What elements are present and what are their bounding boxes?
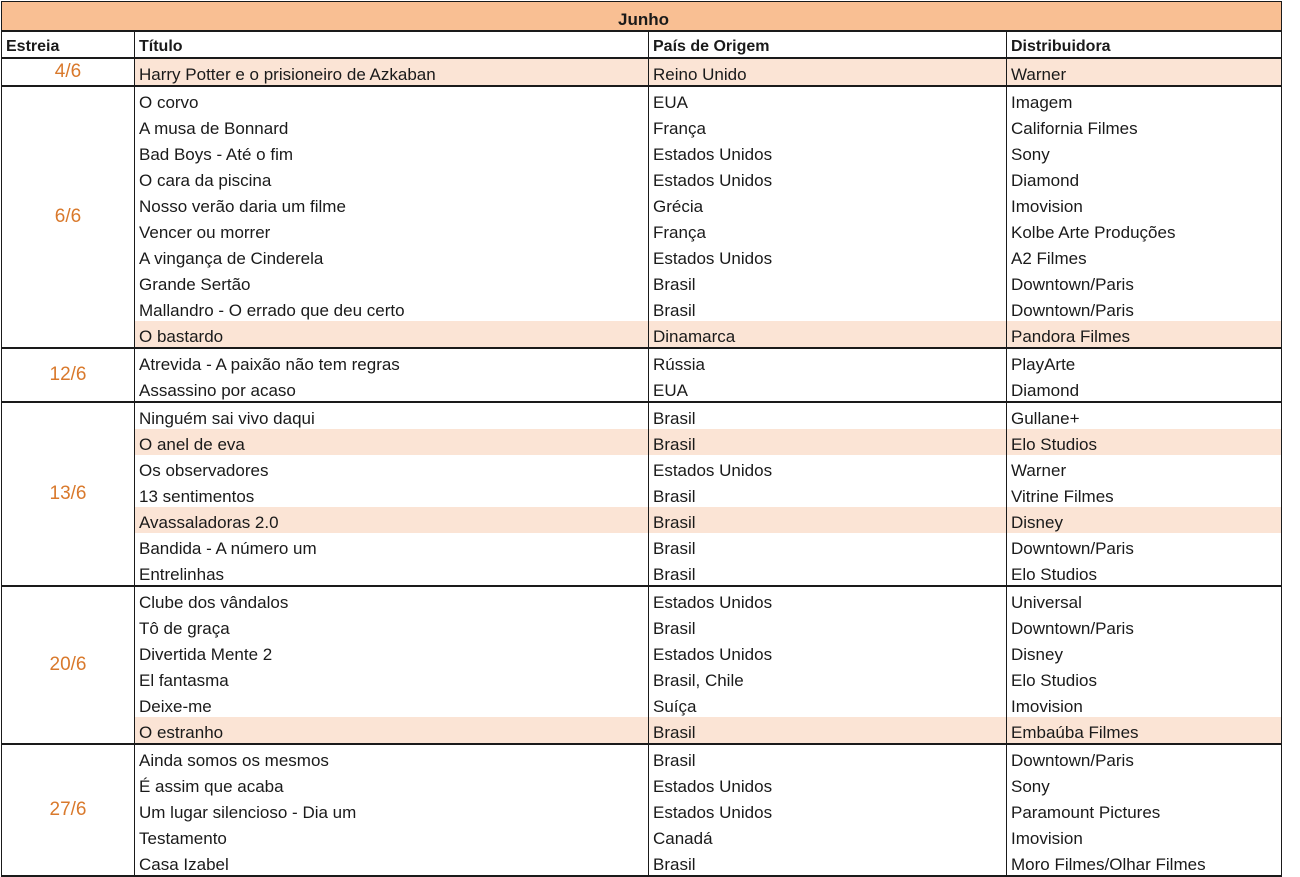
table-row — [2, 691, 1282, 717]
country-cell[interactable]: Brasil — [649, 402, 1007, 429]
table-row — [2, 849, 1282, 876]
title-cell[interactable]: Vencer ou morrer — [135, 217, 649, 243]
country-cell[interactable]: EUA — [649, 86, 1007, 113]
country-cell[interactable]: França — [649, 217, 1007, 243]
distributor-cell[interactable]: Warner — [1007, 58, 1282, 86]
release-date-cell[interactable]: 6/6 — [2, 86, 135, 348]
country-cell[interactable]: Brasil — [649, 269, 1007, 295]
country-cell[interactable]: França — [649, 113, 1007, 139]
title-cell[interactable]: Mallandro - O errado que deu certo — [135, 295, 649, 321]
country-cell[interactable]: Estados Unidos — [649, 243, 1007, 269]
distributor-cell[interactable]: Diamond — [1007, 375, 1282, 402]
table-row — [2, 269, 1282, 295]
title-cell[interactable]: O anel de eva — [135, 429, 649, 455]
title-cell[interactable]: O cara da piscina — [135, 165, 649, 191]
country-cell[interactable]: Estados Unidos — [649, 797, 1007, 823]
title-cell[interactable]: Nosso verão daria um filme — [135, 191, 649, 217]
country-cell[interactable]: Brasil — [649, 507, 1007, 533]
table-row — [2, 823, 1282, 849]
table-row — [2, 86, 1282, 113]
title-cell[interactable]: 13 sentimentos — [135, 481, 649, 507]
country-cell[interactable]: Brasil — [649, 849, 1007, 876]
table-row — [2, 771, 1282, 797]
distributor-cell[interactable]: A2 Filmes — [1007, 243, 1282, 269]
country-cell[interactable]: Dinamarca — [649, 321, 1007, 348]
table-row — [2, 797, 1282, 823]
title-cell[interactable]: A musa de Bonnard — [135, 113, 649, 139]
table-row — [2, 481, 1282, 507]
release-date-cell[interactable]: 12/6 — [2, 348, 135, 402]
table-row — [2, 165, 1282, 191]
title-cell[interactable]: O bastardo — [135, 321, 649, 348]
title-cell[interactable]: É assim que acaba — [135, 771, 649, 797]
country-cell[interactable]: Estados Unidos — [649, 455, 1007, 481]
header-estreia[interactable]: Estreia — [2, 31, 135, 58]
distributor-cell[interactable]: Paramount Pictures — [1007, 797, 1282, 823]
table-row — [2, 744, 1282, 771]
release-date-cell[interactable]: 13/6 — [2, 402, 135, 586]
country-cell[interactable]: Estados Unidos — [649, 139, 1007, 165]
country-cell[interactable]: Brasil — [649, 744, 1007, 771]
distributor-cell[interactable]: Imovision — [1007, 691, 1282, 717]
title-cell[interactable]: Ainda somos os mesmos — [135, 744, 649, 771]
country-cell[interactable]: Brasil — [649, 533, 1007, 559]
distributor-cell[interactable]: California Filmes — [1007, 113, 1282, 139]
distributor-cell[interactable]: Sony — [1007, 139, 1282, 165]
country-cell[interactable]: Reino Unido — [649, 58, 1007, 86]
month-title[interactable]: Junho — [2, 2, 1282, 32]
distributor-cell[interactable]: PlayArte — [1007, 348, 1282, 375]
title-cell[interactable]: Entrelinhas — [135, 559, 649, 586]
country-cell[interactable]: Estados Unidos — [649, 165, 1007, 191]
title-cell[interactable]: Testamento — [135, 823, 649, 849]
title-cell[interactable]: Um lugar silencioso - Dia um — [135, 797, 649, 823]
distributor-cell[interactable]: Moro Filmes/Olhar Filmes — [1007, 849, 1282, 876]
release-date-cell[interactable]: 4/6 — [2, 58, 135, 86]
title-cell[interactable]: O corvo — [135, 86, 649, 113]
table-row — [2, 243, 1282, 269]
distributor-cell[interactable]: Disney — [1007, 507, 1282, 533]
country-cell[interactable]: Canadá — [649, 823, 1007, 849]
title-cell[interactable]: Os observadores — [135, 455, 649, 481]
distributor-cell[interactable]: Elo Studios — [1007, 665, 1282, 691]
table-row — [2, 348, 1282, 375]
title-cell[interactable]: Assassino por acaso — [135, 375, 649, 402]
distributor-cell[interactable]: Embaúba Filmes — [1007, 717, 1282, 744]
country-cell[interactable]: Estados Unidos — [649, 586, 1007, 613]
title-cell[interactable]: Bandida - A número um — [135, 533, 649, 559]
country-cell[interactable]: EUA — [649, 375, 1007, 402]
title-cell[interactable]: Tô de graça — [135, 613, 649, 639]
title-cell[interactable]: Casa Izabel — [135, 849, 649, 876]
table-row — [2, 375, 1282, 402]
distributor-cell[interactable]: Gullane+ — [1007, 402, 1282, 429]
title-cell[interactable]: Deixe-me — [135, 691, 649, 717]
header-pais[interactable]: País de Origem — [649, 31, 1007, 58]
distributor-cell[interactable]: Vitrine Filmes — [1007, 481, 1282, 507]
country-cell[interactable]: Brasil — [649, 295, 1007, 321]
country-cell[interactable]: Brasil, Chile — [649, 665, 1007, 691]
table-row — [2, 402, 1282, 429]
distributor-cell[interactable]: Downtown/Paris — [1007, 613, 1282, 639]
country-cell[interactable]: Brasil — [649, 559, 1007, 586]
table-row — [2, 429, 1282, 455]
distributor-cell[interactable]: Downtown/Paris — [1007, 295, 1282, 321]
release-date-cell[interactable]: 27/6 — [2, 744, 135, 876]
country-cell[interactable]: Brasil — [649, 429, 1007, 455]
table-row — [2, 639, 1282, 665]
month-title-row — [2, 2, 1282, 32]
distributor-cell[interactable]: Elo Studios — [1007, 429, 1282, 455]
table-row — [2, 717, 1282, 744]
distributor-cell[interactable]: Elo Studios — [1007, 559, 1282, 586]
distributor-cell[interactable]: Diamond — [1007, 165, 1282, 191]
table-row — [2, 665, 1282, 691]
title-cell[interactable]: El fantasma — [135, 665, 649, 691]
distributor-cell[interactable]: Universal — [1007, 586, 1282, 613]
release-date-cell[interactable]: 20/6 — [2, 586, 135, 744]
country-cell[interactable]: Brasil — [649, 613, 1007, 639]
country-cell[interactable]: Estados Unidos — [649, 639, 1007, 665]
releases-table-body — [2, 2, 1282, 877]
distributor-cell[interactable]: Imovision — [1007, 823, 1282, 849]
distributor-cell[interactable]: Downtown/Paris — [1007, 269, 1282, 295]
distributor-cell[interactable]: Pandora Filmes — [1007, 321, 1282, 348]
table-row — [2, 613, 1282, 639]
table-row — [2, 113, 1282, 139]
country-cell[interactable]: Brasil — [649, 481, 1007, 507]
table-row — [2, 455, 1282, 481]
country-cell[interactable]: Grécia — [649, 191, 1007, 217]
distributor-cell[interactable]: Downtown/Paris — [1007, 744, 1282, 771]
releases-table — [1, 1, 1282, 877]
table-row — [2, 191, 1282, 217]
title-cell[interactable]: Atrevida - A paixão não tem regras — [135, 348, 649, 375]
title-cell[interactable]: A vingança de Cinderela — [135, 243, 649, 269]
title-cell[interactable]: Ninguém sai vivo daqui — [135, 402, 649, 429]
header-row — [2, 31, 1282, 58]
table-row — [2, 533, 1282, 559]
title-cell[interactable]: Avassaladoras 2.0 — [135, 507, 649, 533]
country-cell[interactable]: Rússia — [649, 348, 1007, 375]
distributor-cell[interactable]: Imovision — [1007, 191, 1282, 217]
table-row — [2, 586, 1282, 613]
table-row — [2, 139, 1282, 165]
distributor-cell[interactable]: Disney — [1007, 639, 1282, 665]
table-row — [2, 58, 1282, 86]
distributor-cell[interactable]: Downtown/Paris — [1007, 533, 1282, 559]
title-cell[interactable]: Bad Boys - Até o fim — [135, 139, 649, 165]
table-row — [2, 559, 1282, 586]
distributor-cell[interactable]: Sony — [1007, 771, 1282, 797]
title-cell[interactable]: Divertida Mente 2 — [135, 639, 649, 665]
title-cell[interactable]: O estranho — [135, 717, 649, 744]
table-row — [2, 321, 1282, 348]
distributor-cell[interactable]: Kolbe Arte Produções — [1007, 217, 1282, 243]
table-row — [2, 295, 1282, 321]
title-cell[interactable]: Grande Sertão — [135, 269, 649, 295]
country-cell[interactable]: Suíça — [649, 691, 1007, 717]
country-cell[interactable]: Brasil — [649, 717, 1007, 744]
distributor-cell[interactable]: Imagem — [1007, 86, 1282, 113]
title-cell[interactable]: Clube dos vândalos — [135, 586, 649, 613]
title-cell[interactable]: Harry Potter e o prisioneiro de Azkaban — [135, 58, 649, 86]
country-cell[interactable]: Estados Unidos — [649, 771, 1007, 797]
table-row — [2, 217, 1282, 243]
header-titulo[interactable]: Título — [135, 31, 649, 58]
header-distribuidora[interactable]: Distribuidora — [1007, 31, 1282, 58]
distributor-cell[interactable]: Warner — [1007, 455, 1282, 481]
table-row — [2, 507, 1282, 533]
